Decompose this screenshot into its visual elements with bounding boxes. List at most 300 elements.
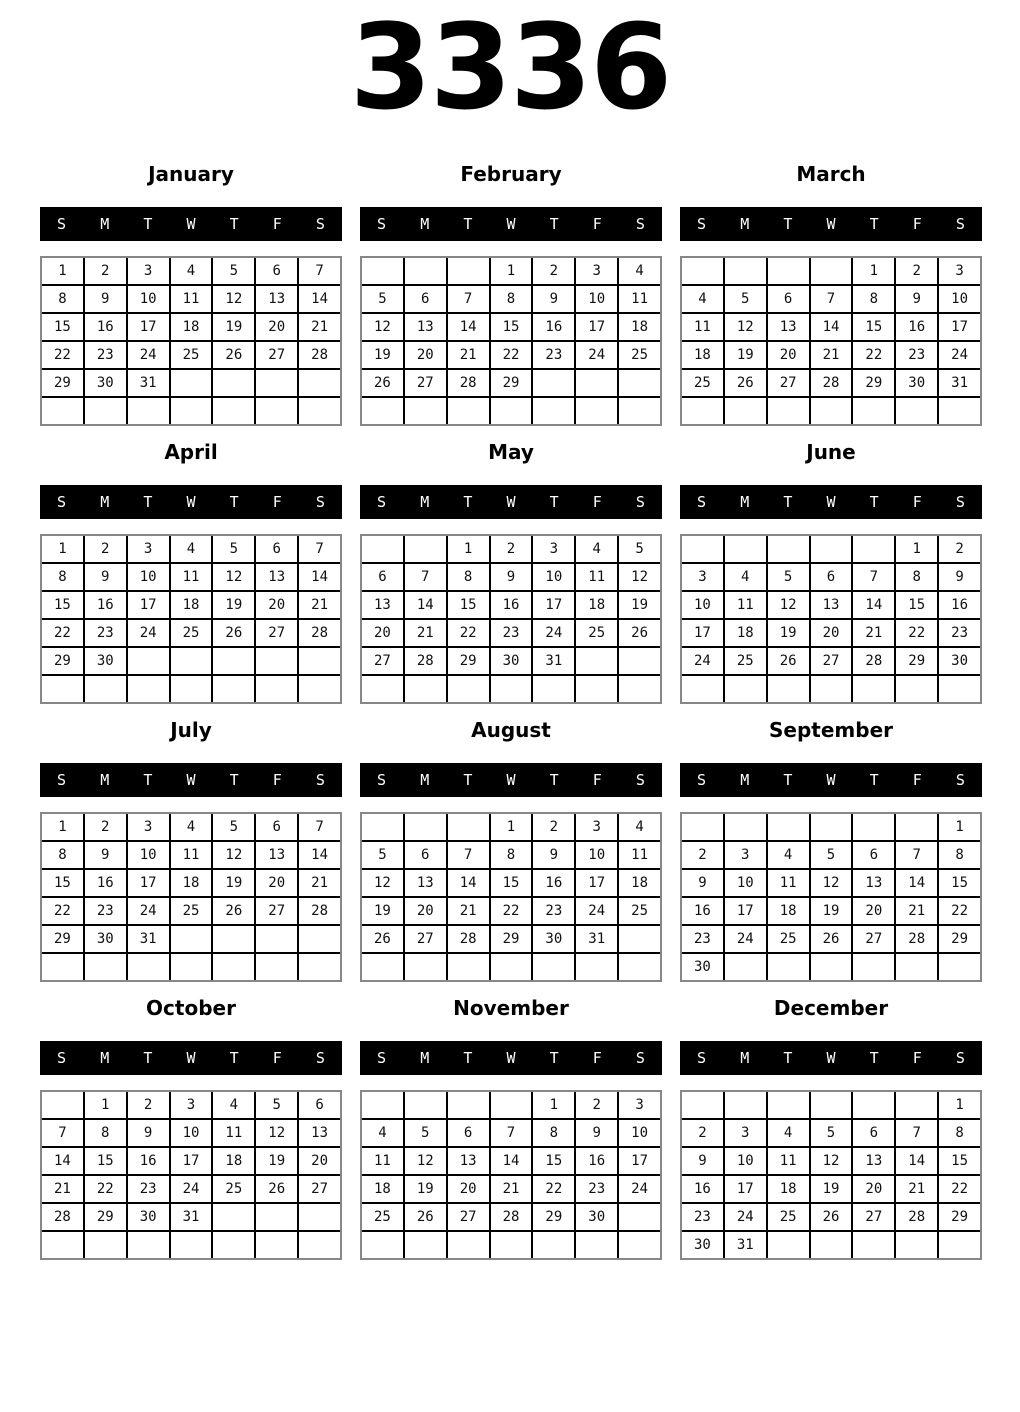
day-cell: 17 — [682, 620, 723, 646]
day-cell: 3 — [939, 258, 980, 284]
day-cell: 24 — [682, 648, 723, 674]
day-cell-empty — [853, 814, 894, 840]
day-cell-empty — [128, 648, 169, 674]
day-cell: 11 — [768, 1148, 809, 1174]
day-cell: 7 — [853, 564, 894, 590]
day-cell: 5 — [213, 258, 254, 284]
day-cell: 29 — [939, 926, 980, 952]
weekday-letter: W — [186, 770, 196, 789]
day-cell: 26 — [256, 1176, 297, 1202]
day-cell: 21 — [448, 898, 489, 924]
day-cell: 21 — [448, 342, 489, 368]
day-cell: 11 — [619, 286, 660, 312]
day-cell-empty — [299, 398, 340, 424]
day-cell: 27 — [853, 926, 894, 952]
day-cell-empty — [362, 1232, 403, 1258]
day-cell: 22 — [85, 1176, 126, 1202]
day-cell: 27 — [256, 898, 297, 924]
day-cell: 28 — [299, 342, 340, 368]
day-cell: 30 — [85, 926, 126, 952]
day-cell-empty — [42, 676, 83, 702]
day-cell: 26 — [811, 1204, 852, 1230]
day-cell: 19 — [619, 592, 660, 618]
day-cell: 15 — [448, 592, 489, 618]
day-cell-empty — [362, 954, 403, 980]
day-cell: 16 — [896, 314, 937, 340]
day-cell-empty — [256, 1204, 297, 1230]
day-cell: 31 — [128, 926, 169, 952]
day-cell: 16 — [85, 592, 126, 618]
day-cell: 1 — [533, 1092, 574, 1118]
day-cell-empty — [768, 258, 809, 284]
day-cell: 4 — [619, 258, 660, 284]
month-june — [680, 438, 982, 704]
day-cell: 2 — [682, 1120, 723, 1146]
day-cell: 22 — [42, 620, 83, 646]
day-cell: 2 — [533, 814, 574, 840]
day-cell-empty — [405, 814, 446, 840]
day-cell: 25 — [619, 342, 660, 368]
day-cell-empty — [448, 954, 489, 980]
weekday-letter: F — [912, 214, 922, 233]
weekday-letter: T — [783, 770, 793, 789]
weekday-header-row — [680, 485, 982, 519]
month-grid — [360, 256, 662, 426]
day-cell: 25 — [619, 898, 660, 924]
day-cell: 8 — [853, 286, 894, 312]
day-cell: 25 — [171, 898, 212, 924]
day-cell-empty — [256, 676, 297, 702]
day-cell-empty — [811, 398, 852, 424]
day-cell: 16 — [533, 314, 574, 340]
weekday-header-row — [360, 1041, 662, 1075]
day-cell: 6 — [853, 842, 894, 868]
weekday-letter: S — [315, 214, 325, 233]
day-cell-empty — [256, 954, 297, 980]
day-cell: 18 — [682, 342, 723, 368]
day-cell-empty — [576, 954, 617, 980]
day-cell: 20 — [299, 1148, 340, 1174]
day-cell-empty — [725, 536, 766, 562]
day-cell: 6 — [362, 564, 403, 590]
day-cell: 30 — [533, 926, 574, 952]
day-cell: 22 — [42, 898, 83, 924]
day-cell: 6 — [448, 1120, 489, 1146]
day-cell: 19 — [811, 898, 852, 924]
day-cell: 22 — [853, 342, 894, 368]
day-cell: 29 — [491, 370, 532, 396]
day-cell: 21 — [405, 620, 446, 646]
day-cell: 24 — [576, 342, 617, 368]
day-cell: 13 — [853, 1148, 894, 1174]
day-cell: 8 — [939, 842, 980, 868]
day-cell-empty — [213, 398, 254, 424]
weekday-letter: F — [272, 214, 282, 233]
day-cell-empty — [362, 1092, 403, 1118]
month-july — [40, 716, 342, 982]
day-cell: 11 — [576, 564, 617, 590]
weekday-letter: M — [100, 1048, 110, 1067]
day-cell: 24 — [619, 1176, 660, 1202]
day-cell: 10 — [576, 842, 617, 868]
day-cell: 10 — [682, 592, 723, 618]
day-cell: 2 — [939, 536, 980, 562]
day-cell: 30 — [896, 370, 937, 396]
day-cell-empty — [171, 954, 212, 980]
day-cell: 2 — [128, 1092, 169, 1118]
weekday-letter: S — [377, 492, 387, 511]
day-cell: 14 — [42, 1148, 83, 1174]
day-cell-empty — [213, 648, 254, 674]
day-cell: 1 — [491, 258, 532, 284]
day-cell: 17 — [128, 592, 169, 618]
day-cell-empty — [939, 398, 980, 424]
day-cell: 28 — [896, 926, 937, 952]
day-cell: 22 — [42, 342, 83, 368]
day-cell: 7 — [448, 842, 489, 868]
day-cell: 25 — [725, 648, 766, 674]
weekday-letter: T — [463, 492, 473, 511]
day-cell: 15 — [491, 870, 532, 896]
day-cell-empty — [725, 814, 766, 840]
month-august — [360, 716, 662, 982]
weekday-letter: W — [186, 492, 196, 511]
day-cell: 4 — [768, 1120, 809, 1146]
day-cell: 12 — [725, 314, 766, 340]
day-cell: 23 — [85, 620, 126, 646]
day-cell-empty — [619, 648, 660, 674]
day-cell: 12 — [811, 870, 852, 896]
day-cell: 21 — [491, 1176, 532, 1202]
day-cell-empty — [725, 1092, 766, 1118]
weekday-header-row — [680, 1041, 982, 1075]
day-cell-empty — [682, 536, 723, 562]
day-cell: 14 — [853, 592, 894, 618]
day-cell: 15 — [939, 1148, 980, 1174]
weekday-letter: T — [549, 492, 559, 511]
day-cell: 21 — [42, 1176, 83, 1202]
month-november — [360, 994, 662, 1260]
day-cell: 30 — [491, 648, 532, 674]
day-cell: 10 — [128, 564, 169, 590]
day-cell-empty — [853, 676, 894, 702]
day-cell: 7 — [405, 564, 446, 590]
weekday-letter: W — [506, 214, 516, 233]
day-cell: 16 — [128, 1148, 169, 1174]
weekday-letter: S — [57, 492, 67, 511]
day-cell: 1 — [939, 814, 980, 840]
day-cell: 1 — [491, 814, 532, 840]
month-title: January — [148, 161, 234, 186]
day-cell: 12 — [256, 1120, 297, 1146]
day-cell-empty — [725, 676, 766, 702]
day-cell: 13 — [853, 870, 894, 896]
day-cell: 16 — [576, 1148, 617, 1174]
day-cell: 26 — [725, 370, 766, 396]
day-cell: 14 — [491, 1148, 532, 1174]
day-cell-empty — [405, 676, 446, 702]
day-cell: 27 — [299, 1176, 340, 1202]
day-cell: 21 — [299, 314, 340, 340]
weekday-letter: T — [549, 770, 559, 789]
day-cell-empty — [85, 954, 126, 980]
day-cell: 3 — [128, 536, 169, 562]
day-cell: 28 — [853, 648, 894, 674]
day-cell: 2 — [533, 258, 574, 284]
weekday-letter: F — [592, 492, 602, 511]
day-cell: 23 — [533, 898, 574, 924]
day-cell: 19 — [213, 314, 254, 340]
day-cell: 21 — [299, 870, 340, 896]
weekday-letter: F — [272, 492, 282, 511]
day-cell: 30 — [939, 648, 980, 674]
day-cell-empty — [682, 676, 723, 702]
weekday-letter: T — [229, 1048, 239, 1067]
day-cell-empty — [811, 814, 852, 840]
day-cell: 26 — [405, 1204, 446, 1230]
day-cell: 15 — [939, 870, 980, 896]
day-cell: 8 — [42, 564, 83, 590]
day-cell-empty — [811, 1232, 852, 1258]
day-cell-empty — [448, 676, 489, 702]
day-cell: 6 — [256, 814, 297, 840]
day-cell: 27 — [405, 370, 446, 396]
day-cell: 1 — [42, 814, 83, 840]
day-cell: 9 — [85, 842, 126, 868]
day-cell: 9 — [533, 842, 574, 868]
day-cell-empty — [405, 1092, 446, 1118]
day-cell-empty — [171, 926, 212, 952]
weekday-letter: S — [697, 492, 707, 511]
day-cell-empty — [896, 676, 937, 702]
weekday-letter: T — [143, 770, 153, 789]
weekday-letter: M — [740, 1048, 750, 1067]
day-cell-empty — [619, 926, 660, 952]
day-cell: 29 — [85, 1204, 126, 1230]
day-cell: 24 — [725, 1204, 766, 1230]
day-cell: 19 — [725, 342, 766, 368]
day-cell: 20 — [256, 314, 297, 340]
weekday-letter: T — [549, 1048, 559, 1067]
month-october — [40, 994, 342, 1260]
day-cell: 3 — [725, 842, 766, 868]
day-cell-empty — [533, 676, 574, 702]
day-cell: 14 — [299, 564, 340, 590]
day-cell-empty — [299, 648, 340, 674]
day-cell-empty — [256, 926, 297, 952]
day-cell: 24 — [128, 342, 169, 368]
day-cell: 22 — [491, 898, 532, 924]
day-cell-empty — [576, 676, 617, 702]
day-cell: 3 — [533, 536, 574, 562]
day-cell: 8 — [896, 564, 937, 590]
day-cell: 19 — [362, 898, 403, 924]
day-cell-empty — [85, 398, 126, 424]
day-cell: 12 — [362, 870, 403, 896]
day-cell: 14 — [405, 592, 446, 618]
day-cell: 29 — [491, 926, 532, 952]
day-cell: 1 — [853, 258, 894, 284]
day-cell: 17 — [725, 898, 766, 924]
day-cell: 4 — [171, 814, 212, 840]
day-cell: 15 — [42, 870, 83, 896]
day-cell-empty — [576, 1232, 617, 1258]
day-cell: 25 — [576, 620, 617, 646]
weekday-letter: S — [635, 1048, 645, 1067]
day-cell: 24 — [171, 1176, 212, 1202]
day-cell: 11 — [619, 842, 660, 868]
day-cell: 2 — [85, 814, 126, 840]
day-cell-empty — [682, 1092, 723, 1118]
day-cell: 30 — [85, 370, 126, 396]
day-cell: 30 — [682, 954, 723, 980]
weekday-letter: S — [377, 770, 387, 789]
weekday-letter: M — [420, 770, 430, 789]
weekday-letter: F — [272, 770, 282, 789]
day-cell: 20 — [811, 620, 852, 646]
day-cell: 6 — [299, 1092, 340, 1118]
day-cell: 21 — [299, 592, 340, 618]
day-cell-empty — [619, 676, 660, 702]
day-cell: 31 — [576, 926, 617, 952]
month-grid — [680, 1090, 982, 1260]
day-cell: 6 — [256, 536, 297, 562]
weekday-letter: S — [315, 770, 325, 789]
day-cell: 1 — [42, 258, 83, 284]
day-cell-empty — [853, 1232, 894, 1258]
day-cell: 18 — [171, 314, 212, 340]
day-cell-empty — [405, 258, 446, 284]
day-cell: 10 — [128, 286, 169, 312]
day-cell-empty — [448, 1092, 489, 1118]
day-cell: 27 — [853, 1204, 894, 1230]
day-cell: 11 — [682, 314, 723, 340]
day-cell: 4 — [725, 564, 766, 590]
day-cell-empty — [171, 648, 212, 674]
day-cell: 11 — [768, 870, 809, 896]
weekday-letter: F — [592, 214, 602, 233]
day-cell: 31 — [533, 648, 574, 674]
day-cell-empty — [576, 648, 617, 674]
day-cell-empty — [811, 954, 852, 980]
day-cell: 26 — [811, 926, 852, 952]
day-cell: 23 — [491, 620, 532, 646]
day-cell-empty — [128, 398, 169, 424]
day-cell: 15 — [853, 314, 894, 340]
day-cell: 11 — [171, 564, 212, 590]
day-cell: 28 — [405, 648, 446, 674]
day-cell: 8 — [491, 286, 532, 312]
weekday-letter: S — [377, 214, 387, 233]
weekday-letter: M — [740, 214, 750, 233]
day-cell-empty — [939, 676, 980, 702]
month-september — [680, 716, 982, 982]
weekday-letter: M — [420, 492, 430, 511]
day-cell: 16 — [85, 870, 126, 896]
day-cell-empty — [405, 398, 446, 424]
day-cell: 31 — [939, 370, 980, 396]
day-cell: 29 — [853, 370, 894, 396]
month-january — [40, 160, 342, 426]
day-cell: 23 — [896, 342, 937, 368]
day-cell: 7 — [299, 258, 340, 284]
day-cell: 18 — [725, 620, 766, 646]
day-cell-empty — [491, 1232, 532, 1258]
day-cell: 27 — [768, 370, 809, 396]
day-cell: 1 — [896, 536, 937, 562]
day-cell: 13 — [448, 1148, 489, 1174]
day-cell: 12 — [213, 564, 254, 590]
weekday-letter: W — [506, 770, 516, 789]
day-cell: 20 — [405, 898, 446, 924]
weekday-letter: M — [740, 492, 750, 511]
day-cell: 23 — [85, 342, 126, 368]
weekday-letter: T — [143, 492, 153, 511]
weekday-letter: S — [635, 770, 645, 789]
day-cell: 18 — [768, 1176, 809, 1202]
day-cell-empty — [533, 1232, 574, 1258]
day-cell-empty — [619, 398, 660, 424]
day-cell: 12 — [213, 842, 254, 868]
weekday-letter: S — [315, 1048, 325, 1067]
day-cell: 22 — [533, 1176, 574, 1202]
day-cell: 18 — [619, 870, 660, 896]
year-title: 3336 — [349, 0, 671, 136]
day-cell: 15 — [42, 314, 83, 340]
day-cell: 24 — [939, 342, 980, 368]
day-cell: 7 — [299, 536, 340, 562]
weekday-letter: T — [869, 1048, 879, 1067]
weekday-letter: W — [826, 492, 836, 511]
day-cell: 26 — [362, 926, 403, 952]
day-cell: 9 — [896, 286, 937, 312]
day-cell-empty — [896, 1232, 937, 1258]
weekday-letter: T — [783, 214, 793, 233]
day-cell: 1 — [42, 536, 83, 562]
day-cell: 27 — [811, 648, 852, 674]
day-cell: 28 — [42, 1204, 83, 1230]
day-cell: 12 — [213, 286, 254, 312]
day-cell: 19 — [811, 1176, 852, 1202]
month-april — [40, 438, 342, 704]
day-cell-empty — [85, 1232, 126, 1258]
day-cell: 15 — [491, 314, 532, 340]
month-grid — [680, 534, 982, 704]
day-cell-empty — [896, 398, 937, 424]
day-cell: 17 — [171, 1148, 212, 1174]
day-cell: 11 — [171, 842, 212, 868]
day-cell: 5 — [811, 842, 852, 868]
weekday-letter: S — [955, 492, 965, 511]
day-cell-empty — [299, 1232, 340, 1258]
day-cell-empty — [42, 954, 83, 980]
day-cell: 13 — [405, 870, 446, 896]
weekday-letter: S — [57, 770, 67, 789]
day-cell: 10 — [725, 1148, 766, 1174]
day-cell: 18 — [362, 1176, 403, 1202]
weekday-letter: F — [912, 770, 922, 789]
day-cell: 5 — [362, 842, 403, 868]
month-grid — [40, 534, 342, 704]
day-cell: 28 — [896, 1204, 937, 1230]
weekday-letter: S — [635, 492, 645, 511]
day-cell-empty — [448, 398, 489, 424]
day-cell: 22 — [939, 898, 980, 924]
weekday-letter: T — [143, 1048, 153, 1067]
day-cell: 16 — [939, 592, 980, 618]
day-cell-empty — [42, 1232, 83, 1258]
weekday-letter: T — [143, 214, 153, 233]
